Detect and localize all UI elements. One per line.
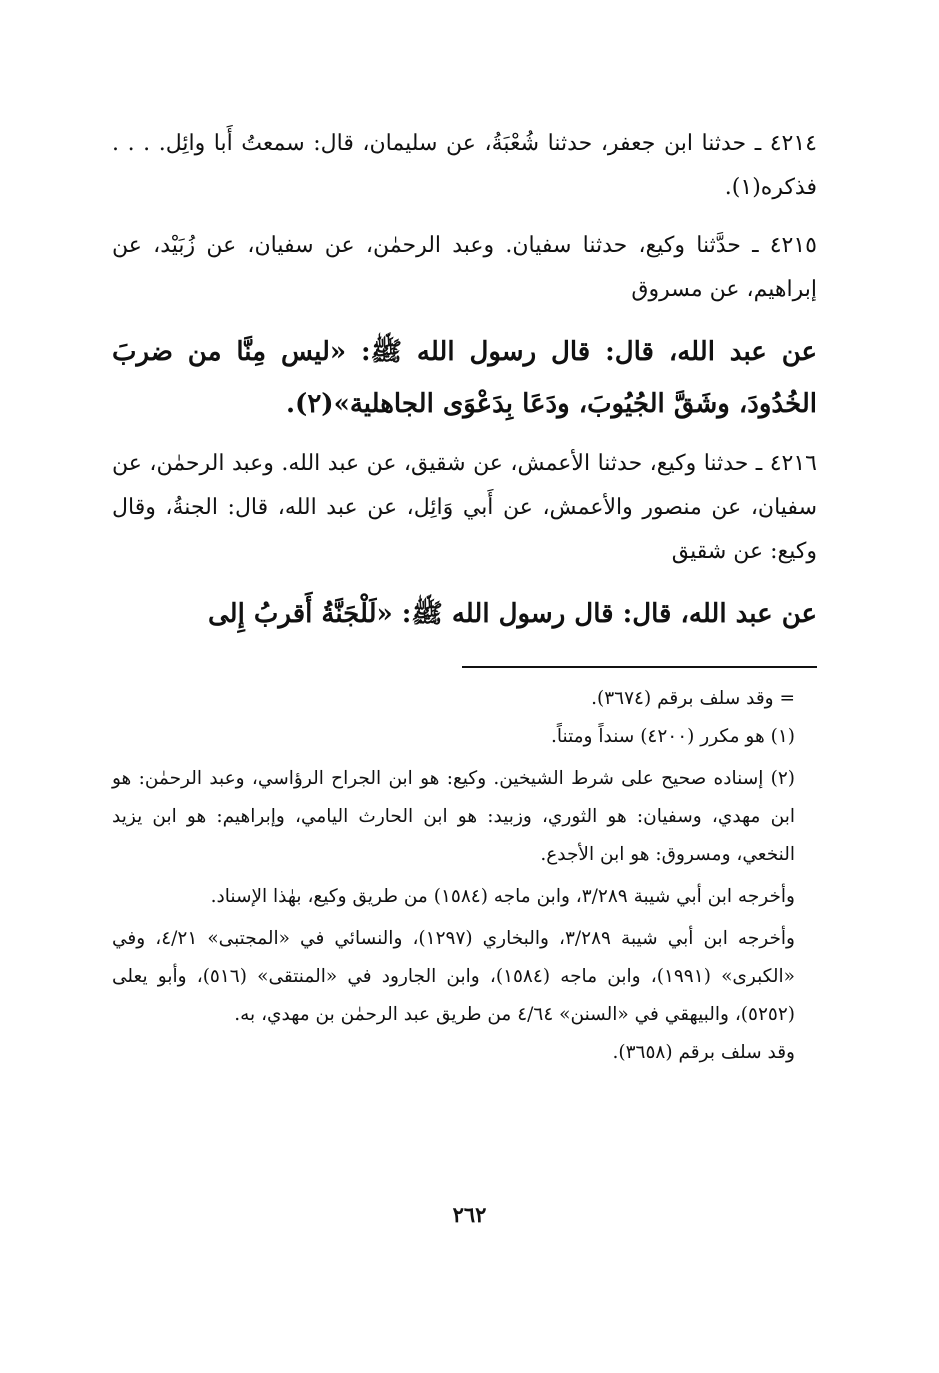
footnote-continuation: = وقد سلف برقم (٣٦٧٤). [591,688,795,709]
page-number: ٢٦٢ [452,1202,487,1227]
footnotes [112,680,817,1072]
footnote-2-takhrij-1: وأخرجه ابن أبي شيبة ٣/٢٨٩، وابن ماجه (١٥٨٤) من طريق وكيع، بهٰذا الإسناد. [210,886,795,907]
footnote-1: (١) هو مكرر (٤٢٠٠) سنداً ومتناً. [550,726,795,747]
footnote-2-cross-reference: وقد سلف برقم (٣٦٥٨). [612,1042,795,1063]
footnote-2: (٢) إسناده صحيح على شرط الشيخين. وكيع: هو ابن الجراح الرؤاسي، وعبد الرحمٰن: هو ابن مهدي، وسفيان: هو الثوري، وزبيد: هو ابن الحارث اليامي، وإبراهيم: هو ابن يزيد النخعي، ومسروق: هو ابن الأجدع. [112,768,795,865]
footnote-separator [462,666,817,668]
hadith-4215-isnad: ٤٢١٥ ـ حدَّثنا وكيع، حدثنا سفيان. وعبد الرحمٰن، عن سفيان، عن زُبَيْد، عن إبراهيم، عن مسروق [112,233,817,302]
hadith-4214: ٤٢١٤ ـ حدثنا ابن جعفر، حدثنا شُعْبَةُ، عن سليمان، قال: سمعتُ أَبا وائِل. . . . فذكره(١). [112,131,817,200]
footnote-2-takhrij-2: وأخرجه ابن أبي شيبة ٣/٢٨٩، والبخاري (١٢٩٧)، والنسائي في «المجتبى» ٤/٢١، وفي «الكبرى» (١٩٩١)، وابن ماجه (١٥٨٤)، وابن الجارود في «المنتقى» (٥١٦)، وأبو يعلى (٥٢٥٢)، والبيهقي في «السنن» ٤/٦٤ من طريق عبد الرحمٰن بن مهدي، به. [112,928,795,1025]
hadith-4216-matn: عن عبد الله، قال: قال رسول الله ﷺ: «لَلْجَنَّةُ أَقربُ إِلى [208,599,817,629]
page-body [112,122,817,1072]
hadith-4215-matn: عن عبد الله، قال: قال رسول الله ﷺ: «ليس مِنَّا من ضربَ الخُدُودَ، وشَقَّ الجُيُوبَ، ودَعَا بِدَعْوَى الجاهلية»(٢). [112,337,817,419]
hadith-4216-isnad: ٤٢١٦ ـ حدثنا وكيع، حدثنا الأعمش، عن شقيق، عن عبد الله. وعبد الرحمٰن، عن سفيان، عن منصور والأعمش، عن أَبي وَائِل، عن عبد الله، قال: الجنةُ، وقال وكيع: عن شقيق [112,451,817,564]
